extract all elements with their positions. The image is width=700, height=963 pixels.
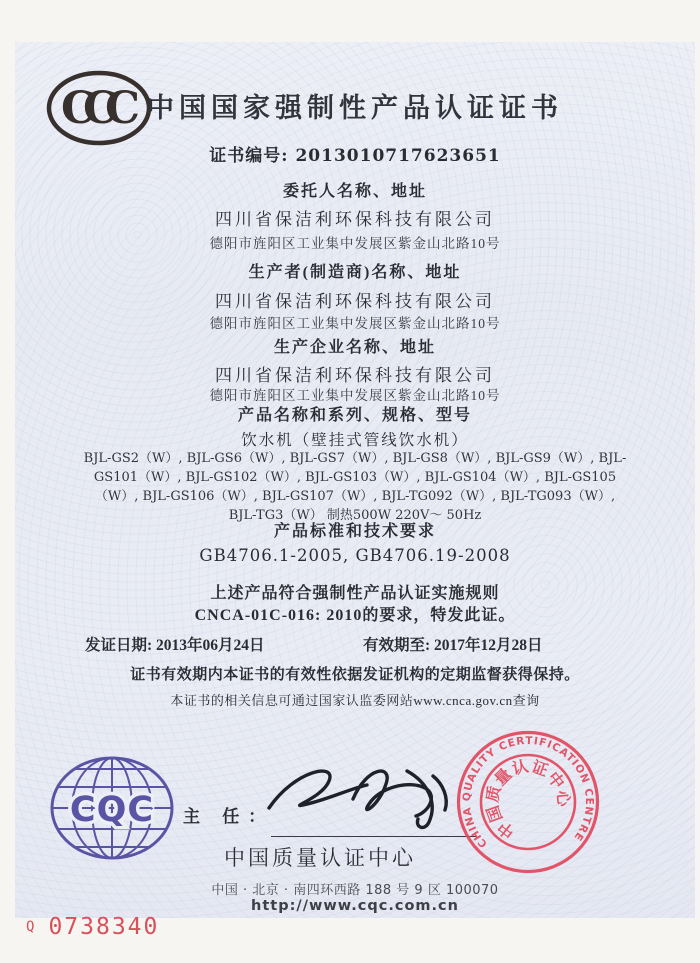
product-name: 饮水机（壁挂式管线饮水机） — [241, 432, 469, 449]
model-line: BJL-TG3（W） 制热500W 220V～ 50Hz — [228, 507, 482, 523]
organization-name: 中国质量认证中心 — [224, 846, 416, 870]
manufacturer-header: 生产者(制造商)名称、地址 — [248, 264, 462, 281]
applicant-header: 委托人名称、地址 — [282, 183, 427, 200]
expiry-date — [363, 633, 543, 655]
signature-underline — [271, 836, 477, 837]
issue-date-label: 发证日期: — [85, 637, 153, 654]
info-note: 本证书的相关信息可通过国家认监委网站www.cnca.gov.cn查询 — [170, 693, 540, 708]
serial-number — [26, 914, 159, 940]
manufacturer-address: 德阳市旌阳区工业集中发展区紫金山北路10号 — [209, 316, 501, 331]
model-line: （W）, BJL-GS106（W）, BJL-GS107（W）, BJL-TG092（W）, BJL-TG093（W）, — [94, 488, 616, 504]
statement-line-2: CNCA-01C-016: 2010的要求，特发此证。 — [194, 607, 516, 624]
applicant-name: 四川省保洁利环保科技有限公司 — [215, 210, 495, 229]
director-label: 主 任： — [183, 807, 275, 826]
standards-value: GB4706.1-2005, GB4706.19-2008 — [199, 546, 511, 565]
factory-header: 生产企业名称、地址 — [273, 339, 436, 356]
ccc-letters: CCC — [60, 83, 128, 134]
certificate-paper — [15, 42, 695, 918]
expiry-date-value: 2017年12月28日 — [434, 637, 543, 654]
serial-value: 0738340 — [48, 914, 160, 940]
product-header: 产品名称和系列、规格、型号 — [237, 407, 472, 424]
standards-header: 产品标准和技术要求 — [273, 523, 436, 540]
certificate-number-label: 证书编号: — [209, 146, 289, 166]
manufacturer-name: 四川省保洁利环保科技有限公司 — [215, 292, 495, 311]
issue-date-value: 2013年06月24日 — [156, 637, 265, 654]
serial-prefix: Q — [26, 919, 35, 935]
expiry-date-label: 有效期至: — [363, 637, 431, 654]
stamp-chinese-text: 中国质量认证中心 — [482, 756, 574, 843]
product-models — [15, 450, 695, 525]
cqc-letters: CQC — [69, 790, 155, 830]
certificate-number-value: 2013010717623651 — [295, 146, 501, 166]
statement-line-1: 上述产品符合强制性产品认证实施规则 — [210, 585, 500, 602]
validity-note: 证书有效期内本证书的有效性依据发证机构的定期监督获得保持。 — [130, 667, 580, 683]
certificate-title: 中国国家强制性产品认证证书 — [147, 93, 563, 123]
stamp-english-text: CHINA QUALITY CERTIFICATION CENTRE — [460, 734, 596, 850]
model-line: GS101（W）, BJL-GS102（W）, BJL-GS103（W）, BJL-GS104（W）, BJL-GS105 — [93, 469, 617, 485]
model-line: BJL-GS2（W）, BJL-GS6（W）, BJL-GS7（W）, BJL-GS8（W）, BJL-GS9（W）, BJL- — [83, 451, 627, 466]
applicant-address: 德阳市旌阳区工业集中发展区紫金山北路10号 — [209, 236, 501, 251]
factory-address: 德阳市旌阳区工业集中发展区紫金山北路10号 — [209, 388, 501, 403]
factory-name: 四川省保洁利环保科技有限公司 — [215, 366, 495, 385]
organization-url: http://www.cqc.com.cn — [251, 898, 459, 914]
official-stamp — [455, 729, 601, 875]
director-signature — [257, 754, 487, 834]
issue-date — [85, 633, 265, 655]
certificate-number-line — [15, 141, 695, 166]
organization-address: 中国 · 北京 · 南四环西路 188 号 9 区 100070 — [211, 883, 499, 898]
